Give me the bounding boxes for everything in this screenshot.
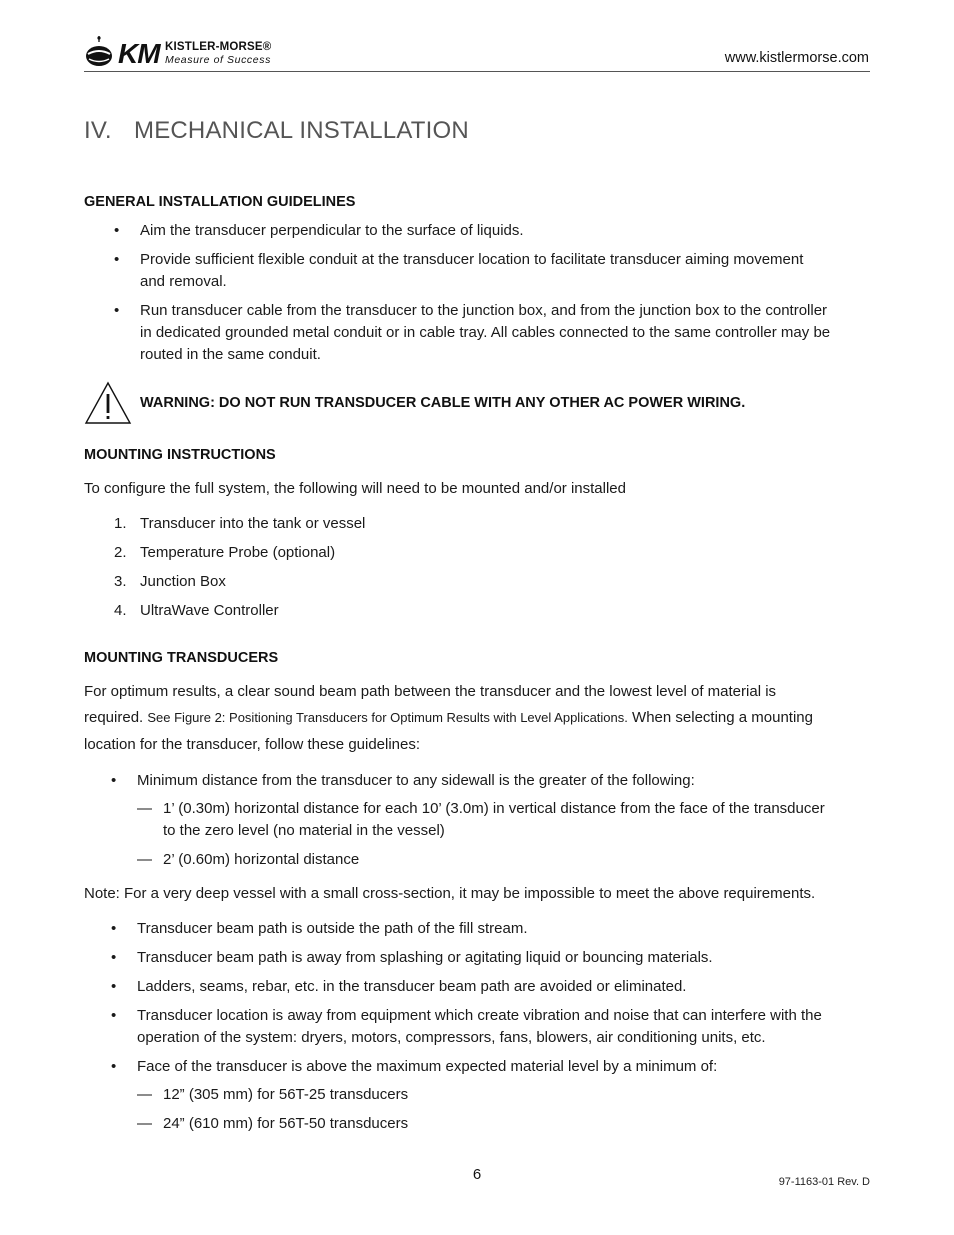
list-text: Transducer into the tank or vessel bbox=[140, 515, 366, 532]
bullet-marker: • bbox=[111, 949, 117, 966]
bullet-marker: • bbox=[111, 1007, 117, 1024]
note-paragraph: Note: For a very deep vessel with a small cross-section, it may be impossible to meet the above requirements. bbox=[84, 885, 816, 902]
bullet-marker: • bbox=[111, 772, 117, 789]
bullet-text: Provide sufficient flexible conduit at the transducer location to facilitate transducer aiming movement bbox=[140, 251, 804, 268]
mounting-transducers-heading: MOUNTING TRANSDUCERS bbox=[84, 650, 279, 666]
general-guidelines-heading: GENERAL INSTALLATION GUIDELINES bbox=[84, 194, 356, 210]
bullet-text: Transducer beam path is away from splashing or agitating liquid or bouncing materials. bbox=[137, 949, 713, 966]
dash-marker: — bbox=[137, 1115, 152, 1132]
sub-item-text: 1’ (0.30m) horizontal distance for each 10’ (3.0m) in vertical distance from the face of the transducer bbox=[163, 800, 825, 817]
bullet-text: Transducer location is away from equipment which create vibration and noise that can interfere with the bbox=[137, 1007, 822, 1024]
paragraph-text: required. bbox=[84, 709, 148, 726]
bullet-marker: • bbox=[114, 302, 120, 319]
list-number: 4. bbox=[114, 602, 127, 619]
bullet-marker: • bbox=[114, 222, 120, 239]
bullet-text: Face of the transducer is above the maximum expected material level by a minimum of: bbox=[137, 1058, 718, 1075]
list-number: 3. bbox=[114, 573, 127, 590]
list-text: Temperature Probe (optional) bbox=[140, 544, 336, 561]
bullet-text: Ladders, seams, rebar, etc. in the transducer beam path are avoided or eliminated. bbox=[137, 978, 687, 995]
bullet-text: operation of the system: dryers, motors, compressors, fans, blowers, air conditioning units, etc. bbox=[137, 1029, 766, 1046]
paragraph-line bbox=[84, 707, 874, 729]
bullet-text: Minimum distance from the transducer to any sidewall is the greater of the following: bbox=[137, 772, 695, 789]
page-number: 6 bbox=[472, 1166, 482, 1183]
figure-reference: See Figure 2: Positioning Transducers for Optimum Results with Level Applications. bbox=[147, 710, 628, 725]
section-title bbox=[84, 117, 469, 145]
section-title-text: MECHANICAL INSTALLATION bbox=[134, 117, 469, 144]
dash-marker: — bbox=[137, 800, 152, 817]
list-number: 1. bbox=[114, 515, 127, 532]
bullet-text: Aim the transducer perpendicular to the surface of liquids. bbox=[140, 222, 524, 239]
paragraph-line: For optimum results, a clear sound beam path between the transducer and the lowest level of material is bbox=[84, 683, 777, 700]
logo-emblem-icon bbox=[84, 36, 114, 70]
bullet-marker: • bbox=[114, 251, 120, 268]
dash-marker: — bbox=[137, 851, 152, 868]
dash-marker: — bbox=[137, 1086, 152, 1103]
bullet-text: Run transducer cable from the transducer to the junction box, and from the junction box to the controller bbox=[140, 302, 828, 319]
bullet-marker: • bbox=[111, 978, 117, 995]
mounting-intro: To configure the full system, the following will need to be mounted and/or installed bbox=[84, 480, 626, 497]
bullet-text: in dedicated grounded metal conduit or in cable tray. All cables connected to the same controller may be bbox=[140, 324, 831, 341]
sub-item-text: 12” (305 mm) for 56T-25 transducers bbox=[163, 1086, 409, 1103]
paragraph-line: location for the transducer, follow these guidelines: bbox=[84, 736, 421, 753]
section-number: IV. bbox=[84, 117, 112, 144]
paragraph-text: When selecting a mounting bbox=[627, 709, 813, 726]
logo-tagline: Measure of Success bbox=[165, 54, 271, 66]
mounting-instructions-heading: MOUNTING INSTRUCTIONS bbox=[84, 447, 276, 463]
logo-brand: KISTLER-MORSE® bbox=[165, 41, 272, 53]
bullet-text: routed in the same conduit. bbox=[140, 346, 321, 363]
sub-item-text: 2’ (0.60m) horizontal distance bbox=[163, 851, 360, 868]
warning-text: WARNING: DO NOT RUN TRANSDUCER CABLE WITH ANY OTHER AC POWER WIRING. bbox=[140, 395, 746, 411]
list-number: 2. bbox=[114, 544, 127, 561]
bullet-marker: • bbox=[111, 920, 117, 937]
website-url: www.kistlermorse.com bbox=[724, 50, 869, 66]
sub-item-text: to the zero level (no material in the vessel) bbox=[163, 822, 445, 839]
list-text: Junction Box bbox=[140, 573, 226, 590]
bullet-marker: • bbox=[111, 1058, 117, 1075]
logo-mark: KM bbox=[118, 38, 160, 69]
header-divider bbox=[84, 71, 870, 72]
sub-item-text: 24” (610 mm) for 56T-50 transducers bbox=[163, 1115, 409, 1132]
list-text: UltraWave Controller bbox=[140, 602, 279, 619]
document-id: 97-1163-01 Rev. D bbox=[778, 1176, 870, 1188]
bullet-text: Transducer beam path is outside the path of the fill stream. bbox=[137, 920, 528, 937]
warning-triangle-icon bbox=[84, 381, 132, 425]
company-logo bbox=[84, 36, 344, 72]
bullet-text: and removal. bbox=[140, 273, 227, 290]
